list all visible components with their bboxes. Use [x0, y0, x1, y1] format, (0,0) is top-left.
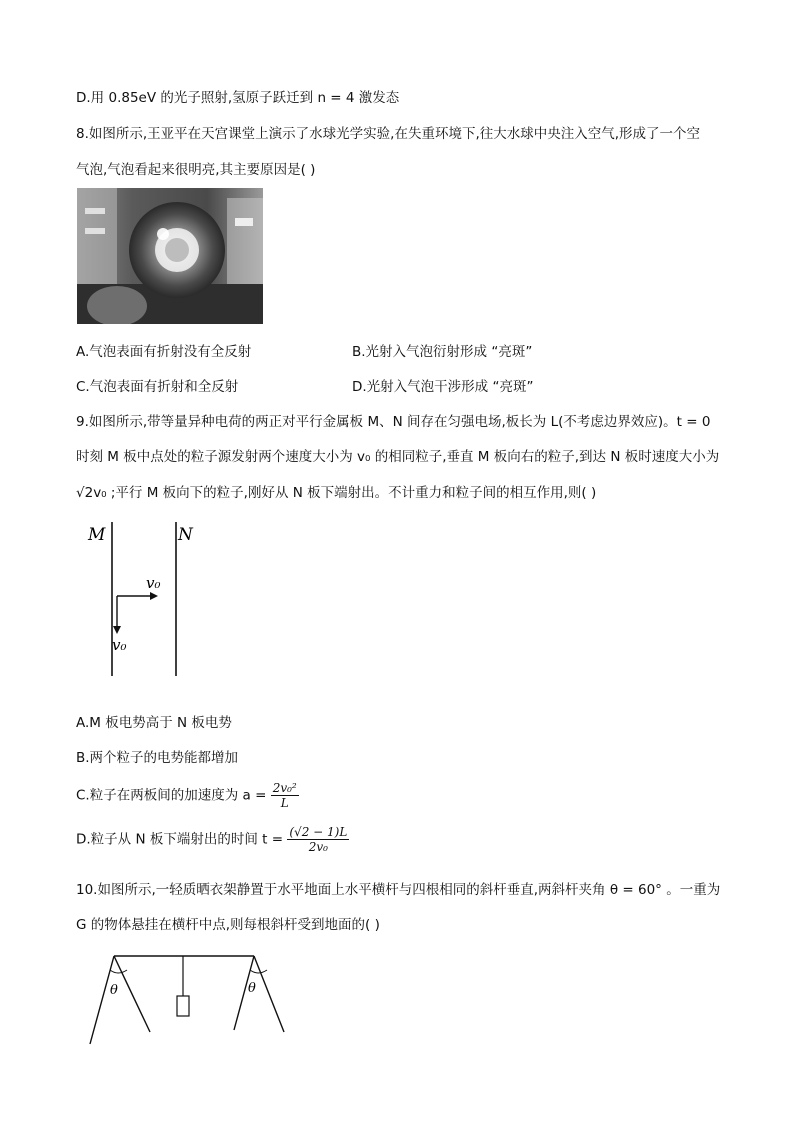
q9-option-c-denominator: L	[280, 796, 289, 810]
q9-stem-line-2: 时刻 M 板中点处的粒子源发射两个速度大小为 v₀ 的相同粒子,垂直 M 板向右的粒子,到达 N 板时速度大小为	[76, 449, 720, 465]
q8-stem-line-2: 气泡,气泡看起来很明亮,其主要原因是( )	[76, 162, 316, 178]
velocity-right-arrowhead	[150, 592, 158, 600]
q8-option-a: A.气泡表面有折射没有全反射	[76, 344, 252, 360]
q8-option-d: D.光射入气泡干涉形成 “亮斑”	[352, 379, 534, 395]
q9-option-c-fraction	[271, 781, 299, 810]
plate-n-label: N	[178, 525, 193, 545]
q9-option-d	[76, 825, 349, 854]
q9-option-c-text: C.粒子在两板间的加速度为 a =	[76, 787, 267, 804]
q9-stem-line-3: √2v₀ ;平行 M 板向下的粒子,刚好从 N 板下端射出。不计重力和粒子间的相互作用,则( )	[76, 485, 597, 501]
q10-clothes-rack-figure	[84, 950, 294, 1050]
velocity-down-label: v₀	[112, 636, 127, 654]
right-theta-label: θ	[248, 981, 256, 996]
q9-stem-line-1: 9.如图所示,带等量异种电荷的两正对平行金属板 M、N 间存在匀强电场,板长为 L(不考虑边界效应)。t = 0	[76, 414, 711, 430]
hanging-weight	[177, 996, 189, 1016]
q9-option-d-fraction	[287, 825, 349, 854]
water-ball-photo-graphic	[77, 188, 263, 324]
q7-option-d: D.用 0.85eV 的光子照射,氢原子跃迁到 n = 4 激发态	[76, 90, 400, 106]
left-outer-leg	[90, 956, 114, 1044]
right-outer-leg	[254, 956, 284, 1032]
q10-stem-line-2: G 的物体悬挂在横杆中点,则每根斜杆受到地面的( )	[76, 917, 380, 933]
velocity-right-label: v₀	[146, 574, 161, 592]
right-angle-arc	[250, 970, 267, 973]
q10-stem-line-1: 10.如图所示,一轻质晒衣架静置于水平地面上水平横杆与四根相同的斜杆垂直,两斜杆夹角 θ = 60° 。一重为	[76, 882, 721, 898]
left-theta-label: θ	[110, 983, 118, 998]
q8-option-b: B.光射入气泡衍射形成 “亮斑”	[352, 344, 533, 360]
q8-stem-line-1: 8.如图所示,王亚平在天宫课堂上演示了水球光学实验,在失重环境下,往大水球中央注入空气,形成了一个空	[76, 126, 701, 142]
q9-plates-figure	[80, 518, 220, 680]
q8-option-c: C.气泡表面有折射和全反射	[76, 379, 239, 395]
velocity-down-arrowhead	[113, 626, 121, 634]
left-angle-arc	[110, 970, 127, 973]
q9-option-c-numerator: 2v₀²	[272, 781, 297, 795]
q9-option-d-numerator: (√2 − 1)L	[289, 825, 348, 839]
plate-m-label: M	[88, 525, 106, 545]
q9-option-c	[76, 781, 299, 810]
q9-option-d-denominator: 2v₀	[308, 840, 328, 854]
q9-option-d-text: D.粒子从 N 板下端射出的时间 t =	[76, 831, 284, 848]
q9-option-a: A.M 板电势高于 N 板电势	[76, 715, 232, 731]
q9-option-b: B.两个粒子的电势能都增加	[76, 750, 239, 766]
left-inner-leg	[114, 956, 150, 1032]
water-ball-photo	[77, 188, 263, 324]
